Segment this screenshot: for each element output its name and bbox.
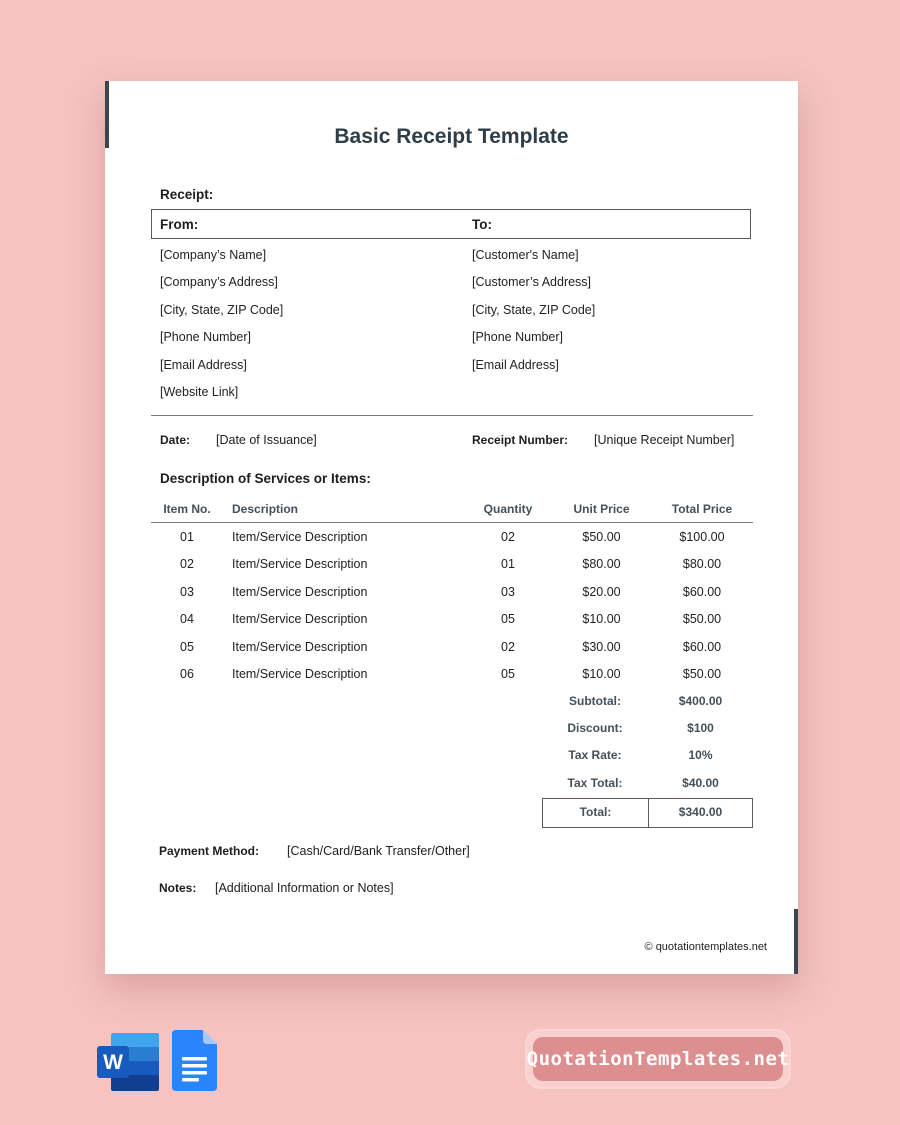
item-no: 06 — [180, 667, 194, 682]
item-quantity: 05 — [501, 612, 515, 627]
table-header-row — [151, 495, 753, 523]
item-quantity: 02 — [501, 529, 515, 544]
item-no: 02 — [180, 557, 194, 572]
to-phone: [Phone Number] — [472, 330, 564, 345]
table-row — [151, 633, 753, 661]
item-total-price: $100.00 — [679, 529, 725, 544]
to-label: To: — [472, 217, 492, 232]
discount-value: $100 — [687, 721, 714, 736]
item-unit-price: $10.00 — [582, 612, 621, 627]
item-description: Item/Service Description — [232, 667, 368, 682]
from-city-state-zip: [City, State, ZIP Code] — [160, 302, 284, 317]
notes-label: Notes: — [159, 881, 197, 895]
from-address-block — [160, 243, 283, 407]
accent-bar-right — [794, 909, 798, 974]
tax-total-row — [542, 769, 753, 796]
subtotal-row — [542, 687, 753, 714]
item-unit-price: $10.00 — [582, 667, 621, 682]
tax-total-label: Tax Total: — [567, 775, 623, 790]
tax-rate-row — [542, 742, 753, 769]
to-email: [Email Address] — [472, 357, 559, 372]
from-website: [Website Link] — [160, 384, 239, 399]
discount-label: Discount: — [567, 721, 623, 736]
discount-row — [542, 714, 753, 741]
item-quantity: 01 — [501, 557, 515, 572]
to-address-block — [472, 243, 595, 380]
item-total-price: $50.00 — [682, 612, 722, 627]
receipt-label: Receipt: — [160, 187, 214, 202]
column-header-total-price: Total Price — [651, 495, 753, 523]
summary-block — [542, 687, 753, 828]
item-total-price: $80.00 — [682, 557, 722, 572]
item-total-price: $60.00 — [682, 639, 722, 654]
payment-method-label: Payment Method: — [159, 844, 260, 858]
column-header-unit-price: Unit Price — [552, 495, 651, 523]
document-title: Basic Receipt Template — [334, 125, 569, 148]
table-row — [151, 523, 753, 551]
item-quantity: 03 — [501, 584, 515, 599]
items-table — [151, 495, 753, 688]
from-label: From: — [160, 217, 199, 232]
item-total-price: $50.00 — [682, 667, 722, 682]
table-row — [151, 606, 753, 634]
receipt-number-value: [Unique Receipt Number] — [594, 433, 735, 447]
from-company-address: [Company’s Address] — [160, 275, 278, 290]
item-description: Item/Service Description — [232, 584, 368, 599]
receipt-document — [105, 81, 798, 974]
total-label: Total: — [543, 799, 649, 827]
brand-text: QuotationTemplates.net — [533, 1037, 783, 1081]
date-label: Date: — [160, 433, 191, 447]
item-description: Item/Service Description — [232, 529, 368, 544]
from-company-name: [Company’s Name] — [160, 248, 267, 262]
word-icon-letter: W — [103, 1051, 123, 1074]
item-description: Item/Service Description — [232, 557, 368, 572]
tax-total-value: $40.00 — [682, 775, 719, 790]
receipt-number-label: Receipt Number: — [472, 433, 569, 447]
copyright-text: © quotationtemplates.net — [644, 941, 767, 953]
to-customer-address: [Customer’s Address] — [472, 275, 592, 290]
item-no: 01 — [180, 529, 194, 544]
from-phone: [Phone Number] — [160, 330, 252, 345]
items-heading: Description of Services or Items: — [160, 471, 371, 486]
column-header-quantity: Quantity — [464, 495, 552, 523]
tax-rate-label: Tax Rate: — [568, 748, 622, 763]
item-unit-price: $30.00 — [582, 639, 621, 654]
item-unit-price: $80.00 — [582, 557, 621, 572]
column-header-description: Description — [223, 495, 464, 523]
column-header-item-no: Item No. — [151, 495, 223, 523]
item-description: Item/Service Description — [232, 639, 368, 654]
item-no: 04 — [180, 612, 194, 627]
item-unit-price: $20.00 — [582, 584, 621, 599]
item-total-price: $60.00 — [682, 584, 722, 599]
item-description: Item/Service Description — [232, 612, 368, 627]
item-unit-price: $50.00 — [582, 529, 621, 544]
to-customer-name: [Customer's Name] — [472, 248, 579, 262]
table-row — [151, 578, 753, 606]
subtotal-label: Subtotal: — [569, 693, 621, 708]
notes-value: [Additional Information or Notes] — [215, 881, 394, 895]
subtotal-value: $400.00 — [678, 693, 723, 708]
microsoft-word-icon[interactable] — [97, 1033, 161, 1091]
grand-total-box — [542, 798, 753, 828]
payment-method-value: [Cash/Card/Bank Transfer/Other] — [287, 844, 470, 858]
item-no: 03 — [180, 584, 194, 599]
item-no: 05 — [180, 639, 194, 654]
to-city-state-zip: [City, State, ZIP Code] — [472, 302, 596, 317]
table-row — [151, 551, 753, 579]
tax-rate-value: 10% — [688, 748, 713, 763]
divider — [151, 415, 753, 416]
item-quantity: 02 — [501, 639, 515, 654]
from-email: [Email Address] — [160, 357, 247, 372]
from-to-header — [151, 209, 751, 239]
item-quantity: 05 — [501, 667, 515, 682]
table-row — [151, 661, 753, 689]
google-docs-icon[interactable] — [172, 1030, 217, 1091]
brand-badge[interactable] — [527, 1031, 789, 1087]
date-value: [Date of Issuance] — [216, 433, 317, 447]
total-value: $340.00 — [678, 804, 723, 819]
